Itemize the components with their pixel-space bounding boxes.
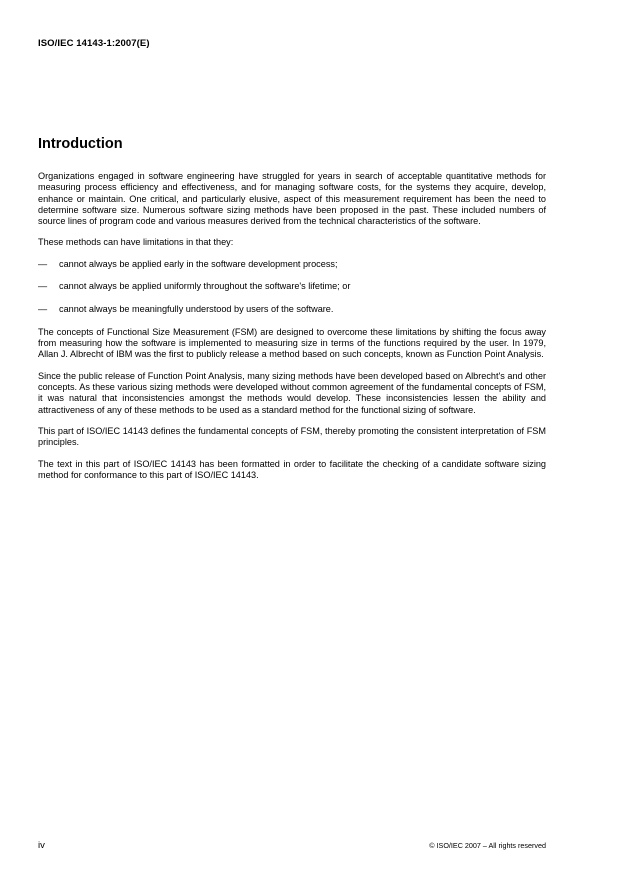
- introduction-body: [38, 171, 546, 491]
- list-dash-marker: —: [38, 281, 48, 292]
- paragraph-limitations-intro: These methods can have limitations in that they:: [38, 237, 234, 248]
- document-id-header: ISO/IEC 14143-1:2007(E): [38, 38, 150, 49]
- list-item: [38, 281, 546, 292]
- paragraph-scope: This part of ISO/IEC 14143 defines the fundamental concepts of FSM, thereby promoting the consistent interpretation of FSM principles.: [38, 425, 546, 448]
- page-footer: [38, 840, 546, 851]
- page-number: iv: [38, 840, 45, 851]
- list-item-text: cannot always be applied uniformly throughout the software's lifetime; or: [59, 281, 351, 292]
- list-item-text: cannot always be meaningfully understood by users of the software.: [59, 304, 334, 315]
- list-item-text: cannot always be applied early in the software development process;: [59, 258, 338, 269]
- list-item: [38, 259, 546, 270]
- paragraph-fsm-concepts: The concepts of Functional Size Measurement (FSM) are designed to overcome these limitations by shifting the focus away from measuring how the software is implemented to measuring size in terms of the functions required by the user. In 1979, Allan J. Albrecht of IBM was the first to publicly release a method based on such concepts, known as Function Point Analysis.: [38, 326, 546, 360]
- list-dash-marker: —: [38, 304, 48, 315]
- paragraph-background: Organizations engaged in software engineering have struggled for years in search of acceptable quantitative methods for measuring process efficiency and effectiveness, and for managing software costs, for the systems they acquire, develop, enhance or maintain. One critical, and particularly elusive, aspect of this measurement requirement has been the need to determine software size. Numerous software sizing methods have been proposed in the past. These included numbers of source lines of program code and various measures derived from the technical characteristics of the software.: [38, 171, 546, 227]
- section-title: Introduction: [38, 136, 123, 152]
- copyright-notice: © ISO/IEC 2007 – All rights reserved: [429, 841, 546, 850]
- list-item: [38, 304, 546, 315]
- paragraph-formatting: The text in this part of ISO/IEC 14143 has been formatted in order to facilitate the checking of a candidate software sizing method for conformance to this part of ISO/IEC 14143.: [38, 458, 546, 480]
- list-dash-marker: —: [38, 258, 48, 269]
- limitations-list: [38, 259, 546, 316]
- paragraph-inconsistencies: Since the public release of Function Point Analysis, many sizing methods have been developed based on Albrecht's and other concepts. As these various sizing methods were developed without common agreement of the fundamental concepts of FSM, it was natural that inconsistencies amongst the methods would develop. These inconsistencies lessen the ability and attractiveness of any of these methods to be used as a standard method for the functional sizing of software.: [38, 370, 546, 415]
